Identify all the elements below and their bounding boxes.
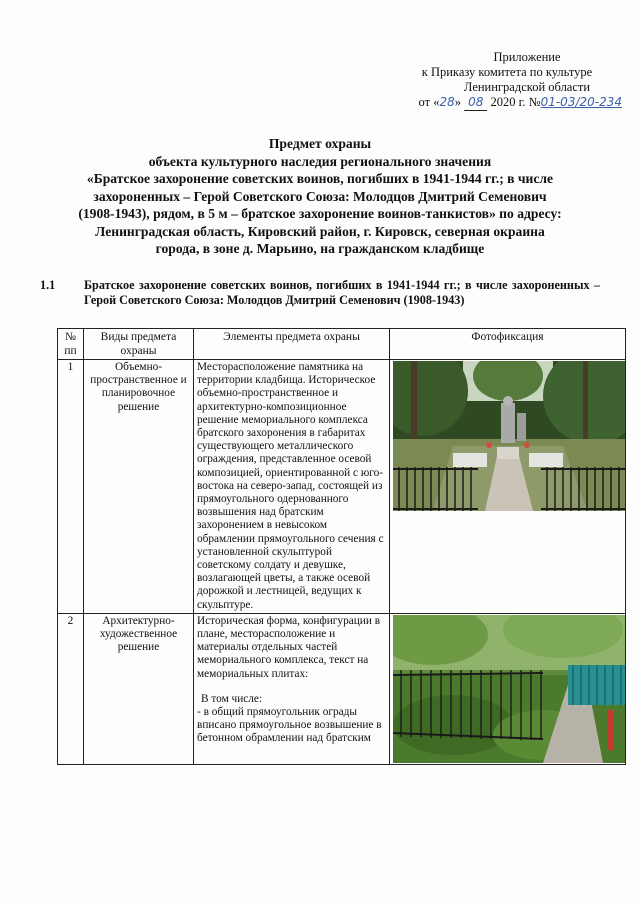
title-line: (1908-1943), рядом, в 5 м – братское захоронение воинов-танкистов» по адресу: [78,206,562,221]
title-line: захороненных – Герой Советского Союза: Молодцов Дмитрий Семенович [93,188,547,204]
row-kind: Архитектурно-художественное решение [84,613,194,764]
row-kind: Объемно-пространственное и планировочное решение [84,360,194,614]
header-num: № пп [58,329,84,360]
section-heading [40,278,600,308]
memorial-photo [393,361,625,511]
row-elements-intro: Историческая форма, конфигурации в плане, месторасположение и материалы отдельных частей мемориального комплекса, текст на мемориальных плитах: [197,614,381,680]
row-elements-subheading: В том числе: [201,692,263,705]
protection-table [57,328,626,765]
appendix-order-ref: к Приказу комитета по культуре [421,65,593,79]
title-line: объекта культурного наследия регионального значения [148,153,492,169]
fence-photo-image [393,615,625,763]
section-number: 1.1 [40,278,56,292]
title-line: города, в зоне д. Марьино, на гражданском кладбище [155,241,485,256]
row-photo-cell [390,360,626,614]
row-elements [194,613,390,764]
fence-photo [393,615,625,763]
memorial-photo-image [393,361,625,511]
appendix-date-line [362,95,622,111]
date-sep: » [454,95,462,109]
document-title [40,135,600,258]
appendix-label: Приложение [493,50,561,64]
date-month: 08 [464,95,487,111]
table-header-row [58,329,626,360]
date-day: 28 [439,95,455,109]
date-year: 2020 г. № [490,95,541,109]
table-row [58,613,626,764]
date-prefix: от « [418,95,440,109]
row-elements-subitem: - в общий прямоугольник ограды вписано прямоугольное возвышение в бетонном обрамлении над братским [197,706,382,745]
title-line: Ленинградская область, Кировский район, г. Кировск, северная окраина [95,223,545,239]
header-elements: Элементы предмета охраны [194,329,390,360]
table-row [58,360,626,614]
order-number: 01-03/20-234 [540,95,622,109]
appendix-block [362,50,622,111]
appendix-region: Ленинградской области [463,80,591,94]
header-kind: Виды предмета охраны [84,329,194,360]
row-num: 2 [58,613,84,764]
row-photo-cell [390,613,626,764]
header-photo: Фотофиксация [390,329,626,360]
row-elements: Месторасположение памятника на территории кладбища. Историческое объемно-пространственное и архитектурно-композиционное решение мемориального комплекса братского захоронения в габаритах существующего металлического ограждения, представленное осевой композицией, ориентированной с юго-востока на северо-запад, состоящей из прямоугольного одернованного возвышения над братским захоронением в невысоком обрамлении прямоугольного сечения с установленной скульптурой советскому солдату и девушке, возлагающей цветы, а также осевой дорожкой и лестницей, ведущих к скульптуре. [194,360,390,614]
title-line: Предмет охраны [268,136,372,151]
title-line: «Братское захоронение советских воинов, погибших в 1941-1944 гг.; в числе [86,171,554,186]
section-text: Братское захоронение советских воинов, погибших в 1941-1944 гг.; в числе захороненных – Герой Советского Союза: Молодцов Дмитрий Семенович (1908-1943) [84,278,600,307]
row-num: 1 [58,360,84,614]
